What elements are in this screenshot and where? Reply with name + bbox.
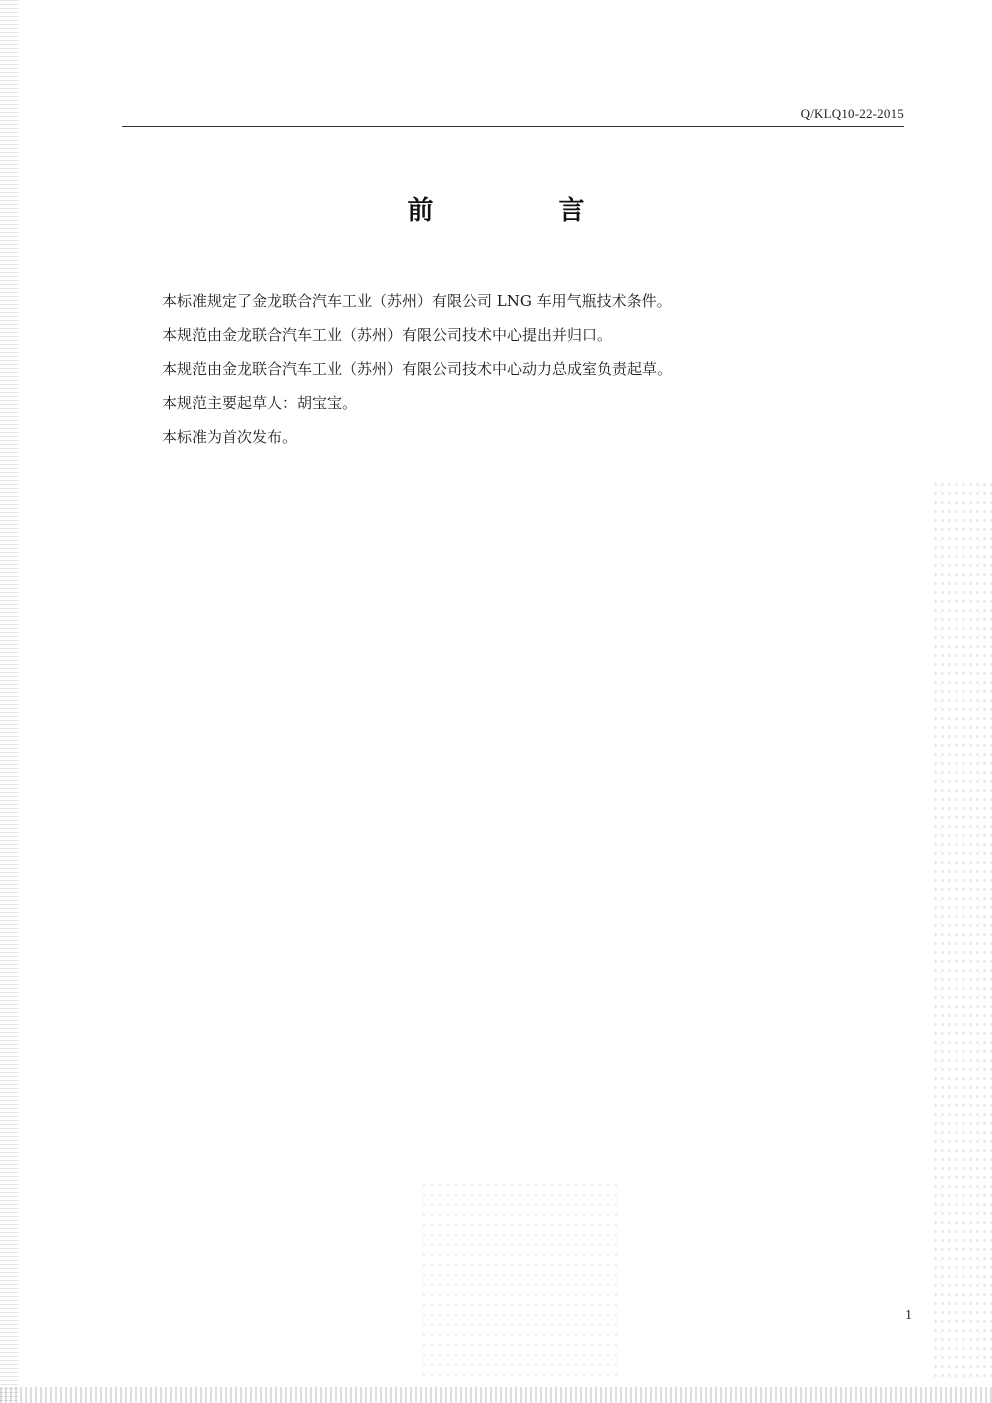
paragraph-drafter: 本规范主要起草人：胡宝宝。 [162,394,358,412]
header-rule [122,126,904,127]
page-title: 前 言 [407,196,643,226]
scan-speckle-right [932,480,992,1380]
paragraph-drafting-unit: 本规范由金龙联合汽车工业（苏州）有限公司技术中心动力总成室负责起草。 [162,360,673,378]
paragraph-proposer: 本规范由金龙联合汽车工业（苏州）有限公司技术中心提出并归口。 [162,326,613,344]
scan-speckle-bottom [420,1180,620,1380]
scan-edge-bottom [0,1387,992,1403]
paragraph-release: 本标准为首次发布。 [162,428,298,446]
foreword-body [162,284,882,454]
page-number: 1 [905,1308,912,1323]
paragraph-scope: 本标准规定了金龙联合汽车工业（苏州）有限公司 LNG 车用气瓶技术条件。 [162,292,672,310]
document-code: Q/KLQ10-22-2015 [800,106,904,121]
